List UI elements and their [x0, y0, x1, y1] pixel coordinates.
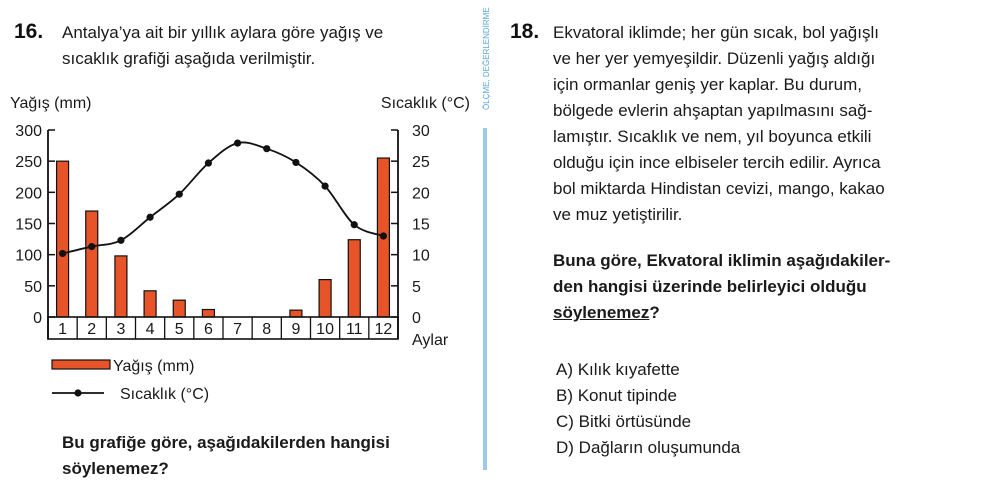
- precip-bar-month-10: [319, 280, 331, 317]
- legend-line-label: Sıcaklık (°C): [120, 386, 210, 403]
- question-mark: ?: [649, 303, 660, 322]
- month-label-11: 11: [345, 321, 363, 338]
- y-left-tick-label: 100: [15, 247, 42, 265]
- precip-bar-month-11: [348, 240, 360, 317]
- y-left-tick-label: 0: [33, 310, 42, 327]
- question-18-line-4: bölgede evlerin ahşaptan yapılmasını sağ-: [553, 101, 873, 120]
- precip-bar-month-9: [290, 310, 302, 317]
- emphasis-word: söylenemez: [553, 303, 650, 322]
- precip-bar-month-3: [115, 256, 127, 317]
- question-18-prompt-line-1: Buna göre, Ekvatoral iklimin aşağıdakiler-: [553, 251, 891, 270]
- question-18-number: 18.: [510, 20, 540, 43]
- month-label-3: 3: [116, 321, 126, 338]
- temperature-point-month-4: [146, 214, 153, 221]
- temperature-point-month-6: [205, 159, 212, 166]
- temperature-point-month-2: [88, 243, 95, 250]
- question-18-prompt-line-2: den hangisi üzerinde belirleyici olduğu: [553, 277, 867, 296]
- question-16-number: 16.: [14, 20, 44, 43]
- x-axis-label: Aylar: [412, 332, 449, 349]
- legend-bar-label: Yağış (mm): [113, 358, 195, 375]
- temperature-point-month-10: [321, 183, 328, 190]
- precip-bar-month-1: [57, 161, 69, 317]
- month-label-7: 7: [233, 321, 243, 338]
- climate-chart: [0, 80, 480, 410]
- month-label-4: 4: [145, 321, 155, 338]
- question-18-line-6: olduğu için ince elbiseler tercih edilir. Ayrıca: [553, 153, 881, 172]
- y-right-tick-label: 10: [412, 247, 430, 265]
- month-label-12: 12: [374, 321, 393, 338]
- temperature-point-month-7: [234, 139, 241, 146]
- question-18-line-2: ve her yer yemyeşildir. Düzenli yağış aldığı: [553, 49, 876, 68]
- temperature-point-month-5: [176, 191, 183, 198]
- precip-bar-month-4: [144, 291, 156, 317]
- question-18-line-7: bol miktarda Hindistan cevizi, mango, kakao: [553, 179, 885, 198]
- sidebar-label: ÖLÇME, DEĞERLENDİRME: [482, 7, 491, 110]
- option-c[interactable]: C) Bitki örtüsünde: [556, 412, 692, 431]
- y-left-tick-label: 250: [15, 154, 42, 172]
- temperature-point-month-12: [380, 232, 387, 239]
- option-b[interactable]: B) Konut tipinde: [556, 386, 677, 405]
- y-right-tick-label: 15: [412, 216, 430, 234]
- question-18-line-5: lamıştır. Sıcaklık ve nem, yıl boyunca etkili: [553, 127, 872, 146]
- y-right-tick-label: 20: [412, 185, 430, 203]
- temperature-point-month-9: [292, 159, 299, 166]
- question-18-line-3: için ormanlar geniş yer kaplar. Bu durum,: [553, 75, 862, 94]
- temperature-point-month-3: [117, 237, 124, 244]
- temperature-point-month-8: [263, 145, 270, 152]
- legend-bar-swatch: [52, 360, 110, 369]
- month-label-9: 9: [291, 321, 301, 338]
- month-label-10: 10: [316, 321, 334, 338]
- month-label-1: 1: [58, 321, 68, 338]
- temperature-point-month-1: [59, 250, 66, 257]
- question-16-prompt-line-2: söylenemez?: [62, 459, 169, 478]
- y-left-tick-label: 150: [15, 216, 42, 234]
- option-a[interactable]: A) Kılık kıyafette: [556, 360, 680, 379]
- temperature-point-month-11: [351, 221, 358, 228]
- month-label-5: 5: [174, 321, 184, 338]
- y-left-tick-label: 300: [15, 123, 42, 140]
- question-16-prompt-line-1: Bu grafiğe göre, aşağıdakilerden hangisi: [62, 433, 390, 452]
- month-label-6: 6: [203, 321, 213, 338]
- precip-bar-month-6: [202, 310, 214, 317]
- y-right-tick-label: 25: [412, 154, 430, 172]
- side-stripe: [483, 128, 487, 470]
- y-right-tick-label: 30: [412, 123, 430, 140]
- question-18-prompt-line-3: [553, 300, 660, 326]
- question-18-line-8: ve muz yetiştirilir.: [553, 205, 683, 224]
- y-right-tick-label: 5: [412, 278, 421, 296]
- precip-bar-month-5: [173, 300, 185, 317]
- precip-bar-month-2: [86, 211, 98, 317]
- question-16-line-1: Antalya’ya ait bir yıllık aylara göre yağış ve: [62, 23, 384, 42]
- question-16-line-2: sıcaklık grafiği aşağıda verilmiştir.: [62, 49, 316, 68]
- temperature-line: [63, 142, 384, 253]
- option-d[interactable]: D) Dağların oluşumunda: [556, 438, 741, 457]
- y-right-axis-label: Sıcaklık (°C): [380, 95, 470, 112]
- y-right-tick-label: 0: [412, 310, 421, 327]
- y-left-tick-label: 50: [24, 278, 42, 296]
- month-label-2: 2: [87, 321, 97, 338]
- question-18-line-1: Ekvatoral iklimde; her gün sıcak, bol yağışlı: [553, 23, 879, 42]
- y-left-axis-label: Yağış (mm): [10, 95, 92, 112]
- legend-line-marker: [74, 389, 81, 396]
- month-label-8: 8: [262, 321, 272, 338]
- y-left-tick-label: 200: [15, 185, 42, 203]
